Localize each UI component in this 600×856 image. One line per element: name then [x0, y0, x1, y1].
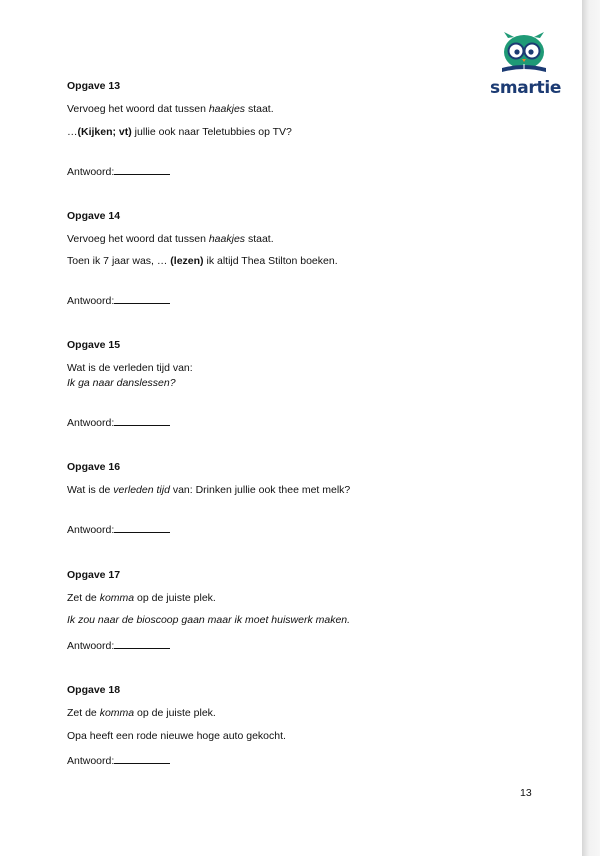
- answer-label: Antwoord:: [67, 640, 115, 652]
- owl-icon: [494, 32, 554, 78]
- answer-blank[interactable]: [114, 293, 170, 304]
- exercise-14-answer: [67, 293, 170, 308]
- exercise-15-sentence: Ik ga naar danslessen?: [67, 377, 176, 389]
- answer-blank[interactable]: [114, 753, 170, 764]
- answer-label: Antwoord:: [67, 755, 115, 767]
- logo-wordmark: smartie: [490, 78, 562, 98]
- smartie-logo: [490, 32, 560, 102]
- exercise-13-instruction: Vervoeg het woord dat tussen haakjes staat.: [67, 103, 274, 115]
- answer-blank[interactable]: [114, 522, 170, 533]
- answer-label: Antwoord:: [67, 295, 115, 307]
- exercise-17-title: Opgave 17: [67, 569, 121, 581]
- page-edge-shadow: [582, 0, 600, 856]
- exercise-14-instruction: Vervoeg het woord dat tussen haakjes staat.: [67, 233, 274, 245]
- exercise-15-answer: [67, 415, 170, 430]
- answer-blank[interactable]: [114, 415, 170, 426]
- answer-blank[interactable]: [114, 638, 170, 649]
- exercise-16-title: Opgave 16: [67, 461, 121, 473]
- answer-label: Antwoord:: [67, 417, 115, 429]
- exercise-16-answer: [67, 522, 170, 537]
- answer-label: Antwoord:: [67, 524, 115, 536]
- exercise-18-title: Opgave 18: [67, 684, 121, 696]
- exercise-13-sentence: …(Kijken; vt) jullie ook naar Teletubbies op TV?: [67, 126, 292, 138]
- exercise-15-title: Opgave 15: [67, 339, 121, 351]
- exercise-18-sentence: Opa heeft een rode nieuwe hoge auto gekocht.: [67, 730, 286, 742]
- exercise-14-sentence: Toen ik 7 jaar was, … (lezen) ik altijd Thea Stilton boeken.: [67, 255, 338, 267]
- exercise-18-answer: [67, 753, 170, 768]
- exercise-17-instruction: Zet de komma op de juiste plek.: [67, 592, 216, 604]
- answer-blank[interactable]: [114, 164, 170, 175]
- exercise-18-instruction: Zet de komma op de juiste plek.: [67, 707, 216, 719]
- exercise-13-title: Opgave 13: [67, 80, 121, 92]
- answer-label: Antwoord:: [67, 166, 115, 178]
- exercise-13-answer: [67, 164, 170, 179]
- page-number: 13: [520, 787, 532, 799]
- exercise-17-answer: [67, 638, 170, 653]
- exercise-17-sentence: Ik zou naar de bioscoop gaan maar ik moet huiswerk maken.: [67, 614, 351, 626]
- exercise-16-question: Wat is de verleden tijd van: Drinken jullie ook thee met melk?: [67, 484, 351, 496]
- exercise-14-title: Opgave 14: [67, 210, 121, 222]
- exercise-15-question: Wat is de verleden tijd van:: [67, 362, 193, 374]
